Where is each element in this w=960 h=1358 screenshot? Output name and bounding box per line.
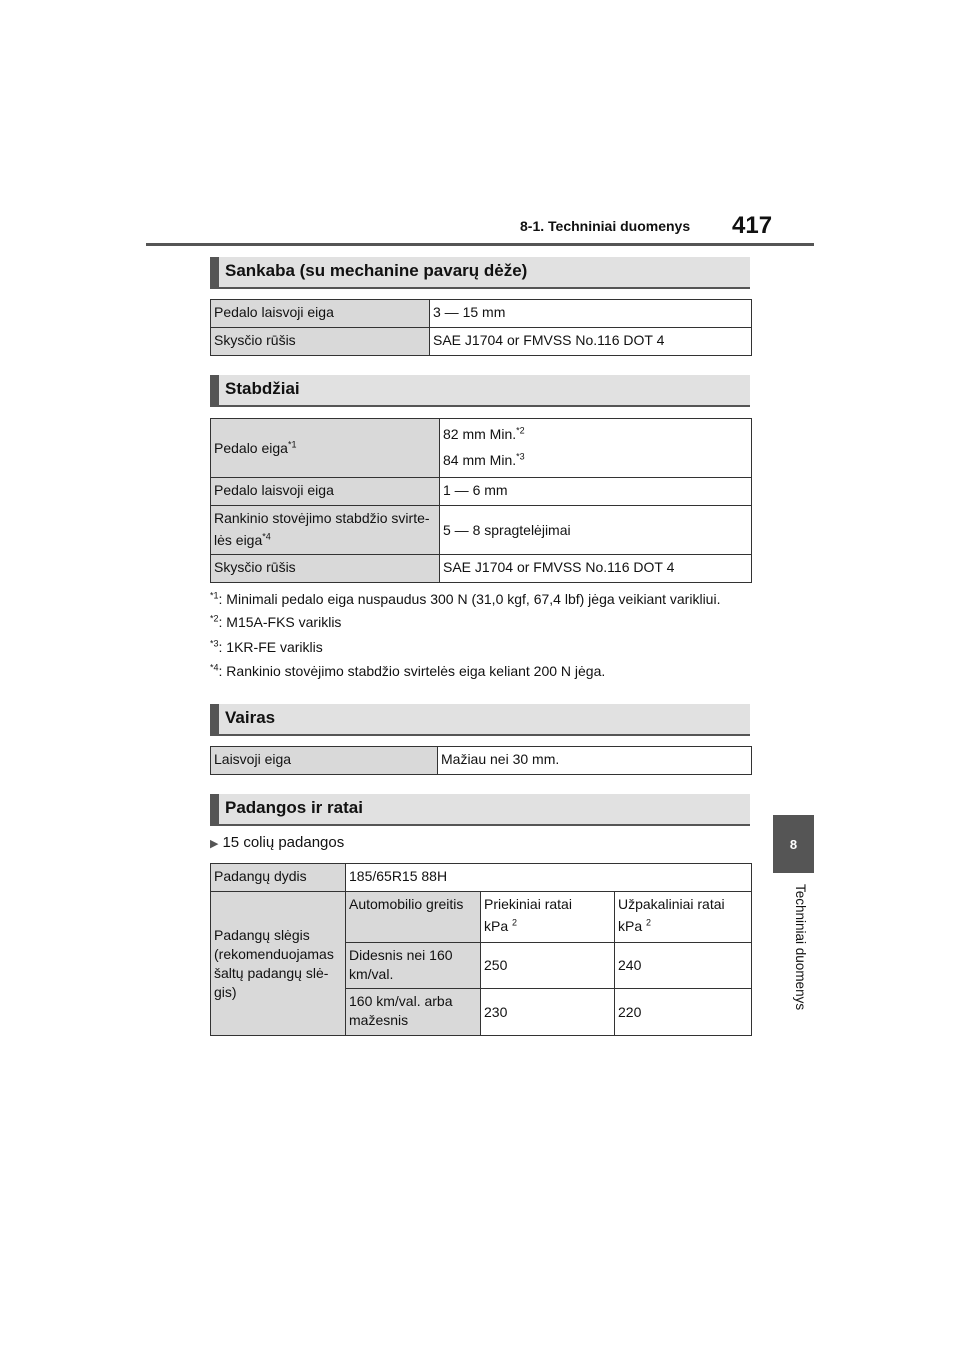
table-row (211, 478, 752, 506)
footnote-text: : Rankinio stovėjimo stabdžio svirtelės eiga keliant 200 N jėga. (218, 663, 606, 679)
row-value: 3 — 15 mm (430, 300, 752, 328)
rear-pressure: 240 (615, 943, 752, 989)
table-row (211, 864, 752, 892)
heading-title: Stabdžiai (225, 379, 300, 398)
table-row (211, 419, 752, 478)
table-row (211, 892, 752, 943)
footnote-mark: *4 (210, 662, 219, 673)
rear-header (615, 892, 752, 943)
row-value (440, 419, 752, 478)
pressure-label: Padangų slėgis (rekomenduojamas šaltų padangų slė-gis) (211, 892, 346, 1036)
row-label: Pedalo laisvoji eiga (211, 478, 440, 506)
header-divider (146, 243, 814, 246)
heading-title: Vairas (225, 708, 276, 727)
page-number: 417 (732, 212, 773, 239)
speed-cell: Didesnis nei 160 km/val. (346, 943, 481, 989)
row-value: SAE J1704 or FMVSS No.116 DOT 4 (430, 328, 752, 356)
tires-table (210, 863, 752, 1036)
parking-label-line-2: lės eiga (214, 532, 263, 548)
row-value: Mažiau nei 30 mm. (438, 747, 752, 775)
heading-bar (210, 375, 219, 405)
heading-bar (210, 704, 219, 734)
chapter-side-label: Techniniai duomenys (793, 884, 808, 1011)
section-heading-steering (210, 704, 750, 736)
row-value: 185/65R15 88H (346, 864, 752, 892)
speed-header: Automobilio greitis (346, 892, 481, 943)
footnote (210, 614, 341, 630)
brakes-table (210, 418, 752, 583)
front-unit: kPa (484, 918, 509, 934)
row-value: 5 — 8 spragtelėjimai (440, 506, 752, 555)
footnote (210, 639, 323, 655)
section-heading-tires (210, 794, 750, 826)
pedal-value-2: 84 mm Min. (443, 452, 517, 468)
heading-bar (210, 794, 219, 824)
front-pressure: 230 (481, 989, 615, 1036)
parking-label-line-1: Rankinio stovėjimo stabdžio svirte- (214, 510, 430, 526)
row-label (211, 506, 440, 555)
footnote-mark: *2 (210, 613, 219, 624)
clutch-table (210, 299, 752, 356)
rear-unit: kPa (618, 918, 643, 934)
front-pressure: 250 (481, 943, 615, 989)
pedal-value-1: 82 mm Min. (443, 426, 517, 442)
row-label (211, 419, 440, 478)
footnote-text: : Minimali pedalo eiga nuspaudus 300 N (31,0 kgf, 67,4 lbf) jėga veikiant varikliui. (218, 591, 721, 607)
footnote-mark: *1 (287, 438, 297, 449)
bullet-item (210, 834, 344, 851)
footnote-mark: 2 (512, 917, 518, 928)
row-value: 1 — 6 mm (440, 478, 752, 506)
section-heading-brakes (210, 375, 750, 407)
speed-cell: 160 km/val. arba mažesnis (346, 989, 481, 1036)
pedal-label: Pedalo eiga (214, 439, 288, 456)
section-title: 8-1. Techniniai duomenys (520, 218, 691, 234)
footnote-mark: *1 (210, 590, 219, 601)
front-header (481, 892, 615, 943)
section-heading-clutch (210, 257, 750, 289)
table-row (211, 747, 752, 775)
footnote-text: : M15A-FKS variklis (218, 614, 342, 630)
heading-bar (210, 257, 219, 287)
steering-table (210, 746, 752, 775)
table-row (211, 300, 752, 328)
row-label: Laisvoji eiga (211, 747, 438, 775)
chapter-tab: 8 (773, 815, 814, 873)
row-label: Pedalo laisvoji eiga (211, 300, 430, 328)
table-row (211, 506, 752, 555)
footnote-mark: *2 (516, 425, 525, 436)
row-value: SAE J1704 or FMVSS No.116 DOT 4 (440, 555, 752, 583)
footnote-mark: *4 (262, 531, 271, 542)
table-row (211, 328, 752, 356)
rear-header-title: Užpakaliniai ratai (618, 896, 725, 912)
footnote-mark: 2 (646, 917, 652, 928)
footnote (210, 591, 720, 607)
triangle-bullet-icon: ▶ (210, 838, 219, 850)
bullet-text: 15 colių padangos (222, 834, 345, 851)
footnote-mark: *3 (516, 451, 525, 462)
table-row (211, 555, 752, 583)
footnote-mark: *3 (210, 638, 219, 649)
rear-pressure: 220 (615, 989, 752, 1036)
row-label: Skysčio rūšis (211, 328, 430, 356)
footnote (210, 663, 605, 679)
heading-title: Sankaba (su mechanine pavarų dėže) (225, 261, 528, 280)
row-label: Padangų dydis (211, 864, 346, 892)
footnote-text: : 1KR-FE variklis (218, 639, 323, 655)
heading-title: Padangos ir ratai (225, 798, 363, 817)
front-header-title: Priekiniai ratai (484, 896, 572, 912)
row-label: Skysčio rūšis (211, 555, 440, 583)
